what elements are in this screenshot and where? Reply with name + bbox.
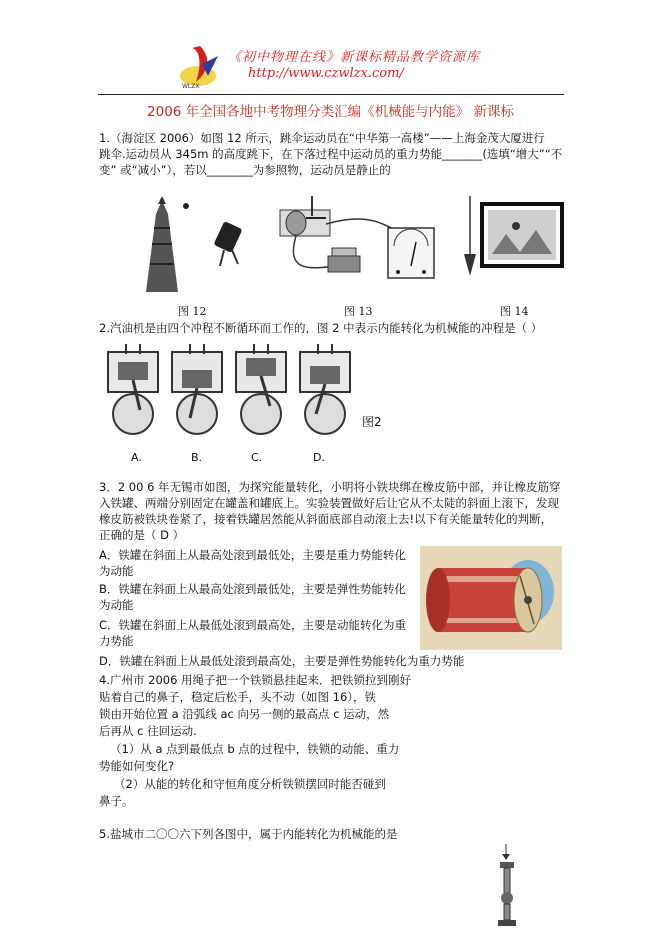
pendulum-illustration	[456, 194, 566, 294]
q4-line-8: 鼻子。	[99, 794, 134, 808]
header-banner	[178, 42, 518, 92]
q4-line-4: 后再从 c 往回运动.	[99, 724, 197, 738]
q3-option-b-2: 为动能	[99, 598, 134, 612]
q3-option-c-1: C．铁罐在斜面上从最低处滚到最高处，主要是动能转化为重	[99, 618, 407, 632]
fig12-caption: 图 12	[178, 305, 207, 318]
q4-line-1: 4.广州市 2006 用绳子把一个铁锁悬挂起来．把铁锁拉到刚好	[99, 673, 412, 687]
q4-line-7: （2）从能的转化和守恒角度分析铁锁摆回时能否碰到	[114, 777, 386, 791]
banner-url: http://www.czwlzx.com/	[248, 66, 404, 81]
q1-line-3: 变” 或“减小”），若以________为参照物，运动员是静止的	[99, 163, 391, 177]
logo-icon	[178, 42, 224, 90]
q4-line-6: 势能如何变化?	[99, 759, 175, 773]
choice-a: A.	[131, 451, 142, 464]
choice-d: D.	[313, 451, 325, 464]
q4-line-3: 锁由开始位置 a 沿弧线 ac 向另一侧的最高点 c 运动，然	[99, 707, 390, 721]
fig14-caption: 图 14	[500, 305, 529, 318]
tower-illustration	[128, 194, 268, 294]
fig2-label: 图2	[362, 415, 382, 429]
electromagnetic-apparatus	[276, 190, 436, 290]
q3-line-3: 橡皮筋被铁块卷紧了，接着铁罐居然能从斜面底部自动滚上去!以下有关能量转化的判断，	[99, 512, 553, 526]
header-rule	[98, 94, 564, 95]
q3-line-1: 3．2 00 6 年无锡市如图，为探究能量转化，小明将小铁块绑在橡皮筋中部，并让橡皮筋穿	[99, 480, 561, 494]
q3-option-c-2: 力势能	[99, 634, 134, 648]
q3-option-b-1: B．铁罐在斜面上从最高处滚到最低处，主要是弹性势能转化	[99, 582, 406, 596]
engine-cylinders-diagram	[104, 344, 364, 444]
q1-line-2: 跳伞.运动员从 345m 的高度跳下，在下落过程中运动员的重力势能_______(选填“增大”“不	[99, 147, 563, 161]
q4-line-5: （1）从 a 点到最低点 b 点的过程中，铁锁的动能、重力	[110, 742, 400, 756]
q1-line-1: 1.（海淀区 2006）如图 12 所示，跳伞运动员在“中华第一高楼”——上海金茂大厦进行	[99, 131, 545, 145]
q2-text: 2.汽油机是由四个冲程不断循环而工作的，图 2 中表示内能转化为机械能的冲程是（ ）	[99, 321, 543, 335]
q3-option-a-1: A．铁罐在斜面上从最高处滚到最低处，主要是重力势能转化	[99, 548, 406, 562]
q4-line-2: 贴着自己的鼻子，稳定后松手，头不动（如图 16），铁	[99, 690, 377, 704]
banner-title: 《初中物理在线》新课标精品教学资源库	[228, 50, 481, 65]
choice-b: B.	[191, 451, 203, 464]
pump-illustration	[496, 842, 526, 932]
q3-line-4: 正确的是（ D ）	[99, 528, 185, 542]
document-title: 2006 年全国各地中考物理分类汇编《机械能与内能》 新课标	[147, 104, 514, 120]
svg-text:WLZX: WLZX	[182, 83, 200, 90]
q3-option-d: D．铁罐在斜面上从最低处滚到最高处，主要是弹性势能转化为重力势能	[99, 654, 465, 668]
choice-c: C.	[251, 451, 263, 464]
q3-line-2: 入铁罐、两端分别固定在罐盖和罐底上。实验装置做好后让它从不太陡的斜面上滚下，发现	[99, 496, 559, 510]
q5-text: 5.盐城市二〇〇六下列各图中，属于内能转化为机械能的是	[99, 827, 398, 841]
q3-option-a-2: 为动能	[99, 564, 134, 578]
rolling-can-photo	[420, 546, 562, 650]
fig13-caption: 图 13	[344, 305, 373, 318]
